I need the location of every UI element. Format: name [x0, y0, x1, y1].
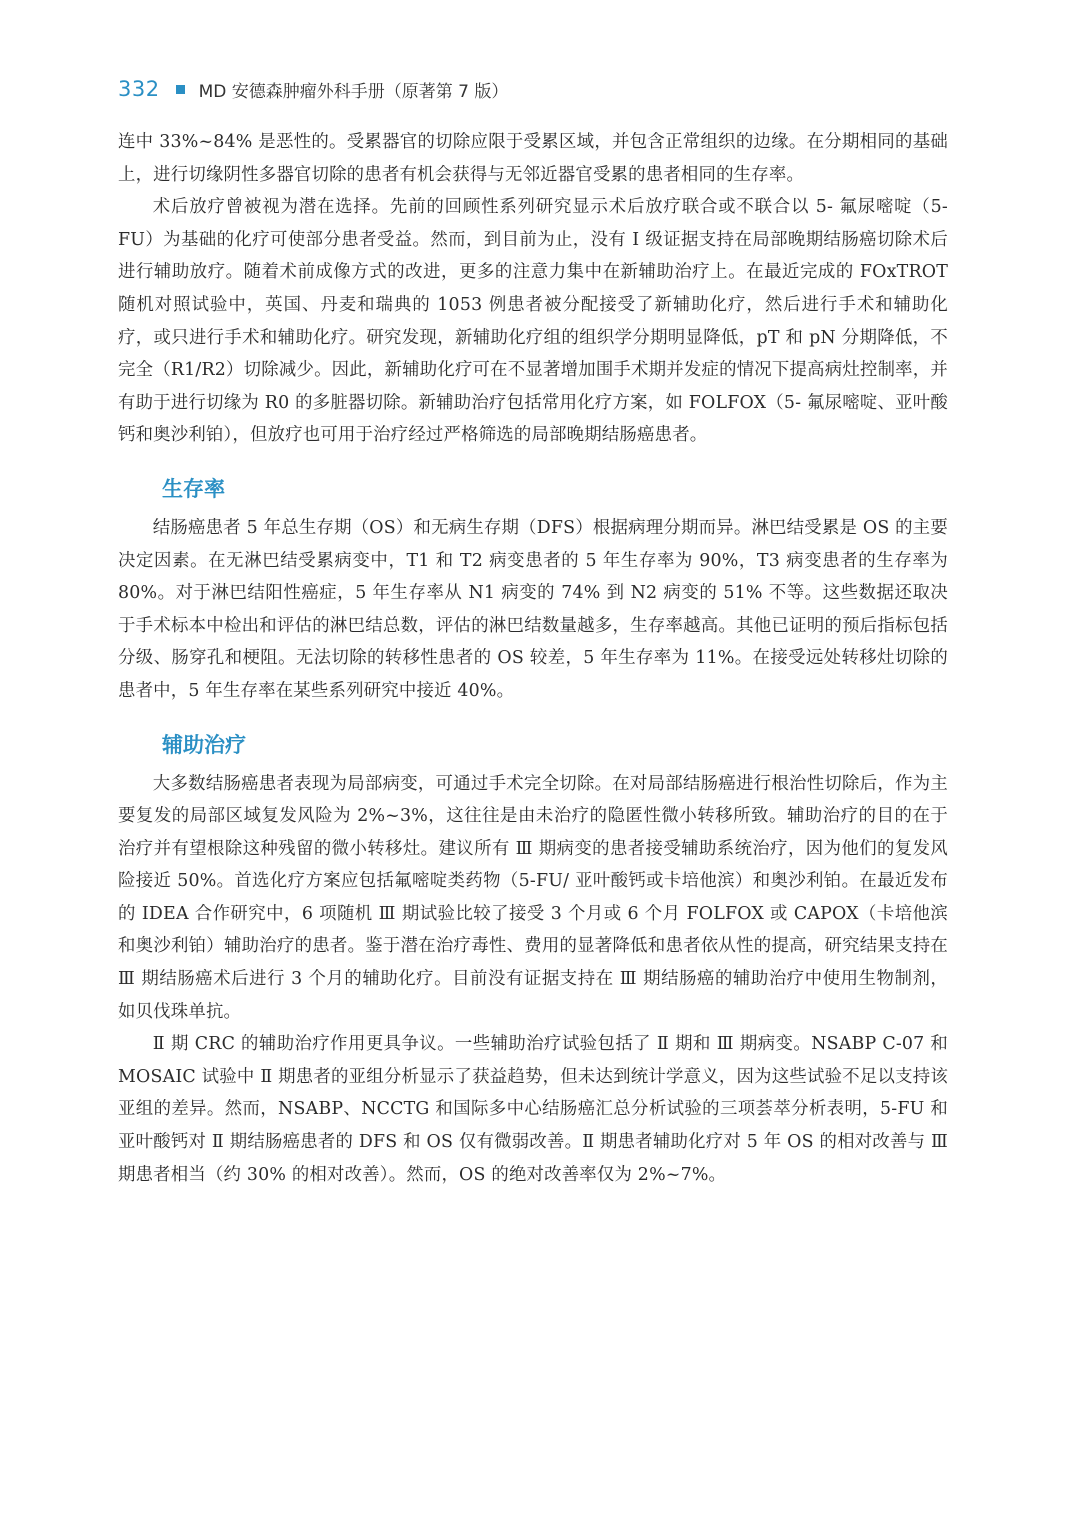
page-number: 332 [118, 77, 160, 101]
paragraph-survival: 结肠癌患者 5 年总生存期（OS）和无病生存期（DFS）根据病理分期而异。淋巴结受累是 OS 的主要决定因素。在无淋巴结受累病变中，T1 和 T2 病变患者的 5 年生存率为 90%，T3 病变患者的生存率为 80%。对于淋巴结阳性癌症，5 年生存率从 N1 病变的 74% 到 N2 病变的 51% 不等。这些数据还取决于手术标本中检出和评估的淋巴结总数，评估的淋巴结数量越多，生存率越高。其他已证明的预后指标包括分级、肠穿孔和梗阻。无法切除的转移性患者的 OS 较差，5 年生存率为 11%。在接受远处转移灶切除的患者中，5 年生存率在某些系列研究中接近 40%。 [118, 517, 948, 701]
book-title: MD 安德森肿瘤外科手册（原著第 7 版） [198, 81, 509, 102]
page-body [118, 126, 948, 1191]
page-header [118, 72, 508, 106]
paragraph-adjuvant-stage-3: 大多数结肠癌患者表现为局部病变，可通过手术完全切除。在对局部结肠癌进行根治性切除后，作为主要复发的局部区域复发风险为 2%~3%，这往往是由未治疗的隐匿性微小转移所致。辅助治疗的目的在于治疗并有望根除这种残留的微小转移灶。建议所有 Ⅲ 期病变的患者接受辅助系统治疗，因为他们的复发风险接近 50%。首选化疗方案应包括氟嘧啶类药物（5-FU/ 亚叶酸钙或卡培他滨）和奥沙利铂。在最近发布的 IDEA 合作研究中，6 项随机 Ⅲ 期试验比较了接受 3 个月或 6 个月 FOLFOX 或 CAPOX（卡培他滨和奥沙利铂）辅助治疗的患者。鉴于潜在治疗毒性、费用的显著降低和患者依从性的提高，研究结果支持在 Ⅲ 期结肠癌术后进行 3 个月的辅助化疗。目前没有证据支持在 Ⅲ 期结肠癌的辅助治疗中使用生物制剂，如贝伐珠单抗。 [118, 773, 948, 1022]
paragraph-postoperative-radiotherapy: 术后放疗曾被视为潜在选择。先前的回顾性系列研究显示术后放疗联合或不联合以 5- 氟尿嘧啶（5-FU）为基础的化疗可使部分患者受益。然而，到目前为止，没有 Ⅰ 级证据支持在局部晚期结肠癌切除术后进行辅助放疗。随着术前成像方式的改进，更多的注意力集中在新辅助治疗上。在最近完成的 FOxTROT 随机对照试验中，英国、丹麦和瑞典的 1053 例患者被分配接受了新辅助化疗，然后进行手术和辅助化疗，或只进行手术和辅助化疗。研究发现，新辅助化疗组的组织学分期明显降低，pT 和 pN 分期降低，不完全（R1/R2）切除减少。因此，新辅助化疗可在不显著增加围手术期并发症的情况下提高病灶控制率，并有助于进行切缘为 R0 的多脏器切除。新辅助治疗包括常用化疗方案，如 FOLFOX（5- 氟尿嘧啶、亚叶酸钙和奥沙利铂），但放疗也可用于治疗经过严格筛选的局部晚期结肠癌患者。 [118, 197, 948, 446]
section-heading-survival: 生存率 [162, 476, 225, 501]
header-square-marker [176, 85, 185, 94]
paragraph-adjuvant-stage-2: Ⅱ 期 CRC 的辅助治疗作用更具争议。一些辅助治疗试验包括了 Ⅱ 期和 Ⅲ 期病变。NSABP C-07 和 MOSAIC 试验中 Ⅱ 期患者的亚组分析显示了获益趋势，但未达到统计学意义，因为这些试验不足以支持该亚组的差异。然而，NSABP、NCCTG 和国际多中心结肠癌汇总分析试验的三项荟萃分析表明，5-FU 和亚叶酸钙对 Ⅱ 期结肠癌患者的 DFS 和 OS 仅有微弱改善。Ⅱ 期患者辅助化疗对 5 年 OS 的相对改善与 Ⅲ 期患者相当（约 30% 的相对改善）。然而，OS 的绝对改善率仅为 2%~7%。 [118, 1034, 948, 1185]
paragraph-continued: 连中 33%~84% 是恶性的。受累器官的切除应限于受累区域，并包含正常组织的边缘。在分期相同的基础上，进行切缘阴性多器官切除的患者有机会获得与无邻近器官受累的患者相同的生存率。 [118, 132, 948, 185]
section-heading-adjuvant: 辅助治疗 [162, 732, 246, 757]
